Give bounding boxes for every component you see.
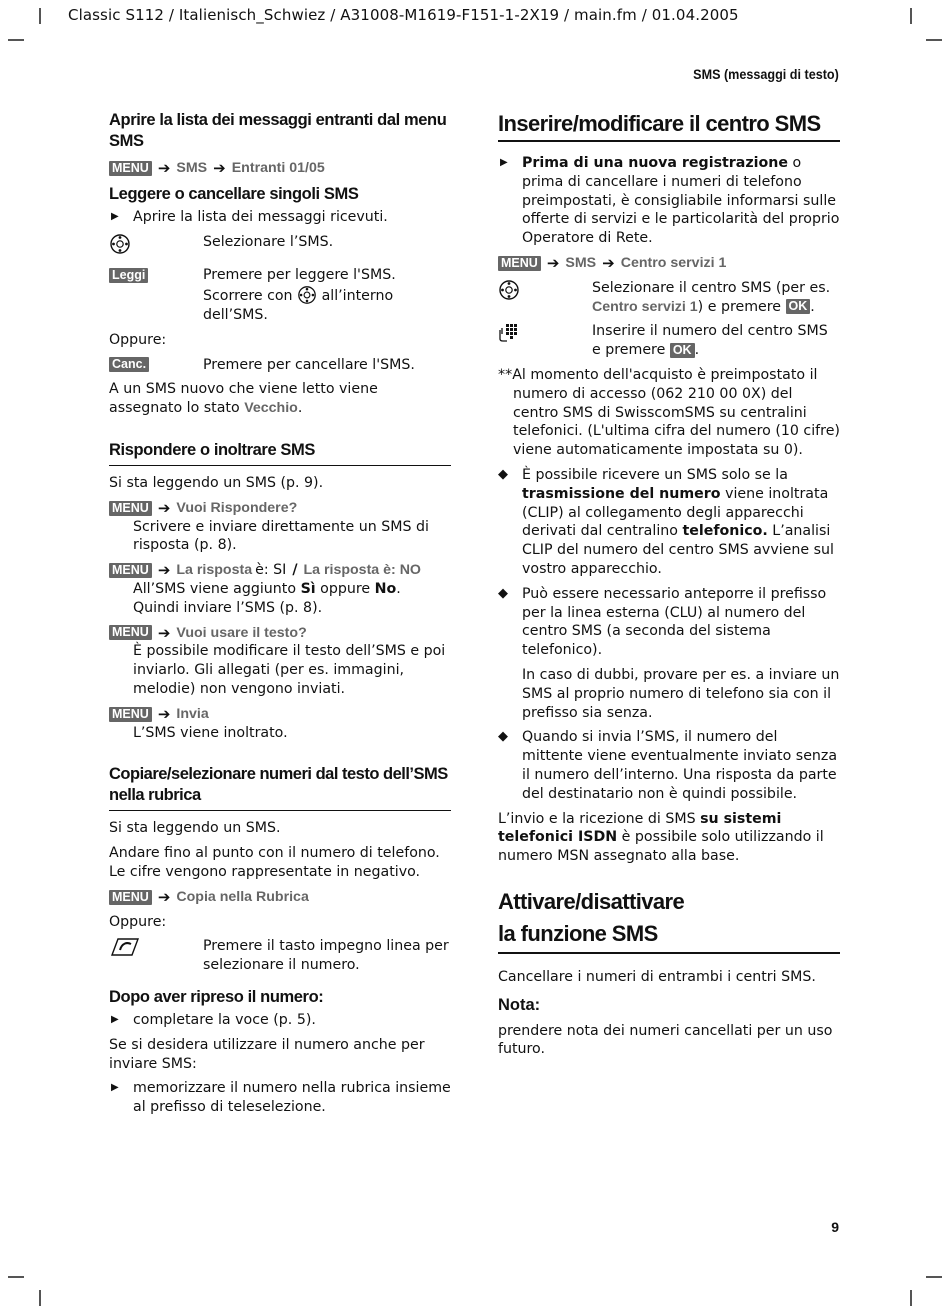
select-center-text: Selezionare il centro SMS (per es. Centro servizi 1) e premere OK . [592,279,831,315]
section-title: SMS (messaggi di testo) [693,66,839,82]
ok-key: OK [786,299,811,314]
menu-path-use-text: MENU ➔ Vuoi usare il testo? [109,624,451,643]
arrow-icon: ➔ [602,253,615,272]
left-column [109,110,451,1117]
leggi-text: Premere per leggere l'SMS. [203,267,396,284]
crop-mark [8,1276,24,1278]
bullet-open-list: ▶ Aprire la lista dei messaggi ricevuti. [109,208,451,227]
file-header: Classic S112 / Italienisch_Schwiez / A31008-M1619-F151-1-2X19 / main.fm / 01.04.2005 [68,6,739,24]
step-select-sms [109,233,451,261]
nav-key-icon [109,233,203,261]
copy-reading: Si sta leggendo un SMS. [109,820,281,837]
diamond-item-clip: ◆ È possibile ricevere un SMS solo se la trasmissione del numero viene inoltrata (CLIP) al collegamento degli apparecchi derivati dal centralino telefonico. L’analisi CLIP del numero del centro SMS avviene sul vostro apparecchio. [498,466,834,577]
reply-text: Scrivere e inviare direttamente un SMS di risposta (p. 8). [133,518,429,554]
ok-key: OK [670,343,695,358]
menu-path-reply: MENU ➔ Vuoi Rispondere? [109,499,451,518]
arrow-icon: ➔ [213,159,226,177]
menu-path-open [109,159,451,178]
oppure-label: Oppure: [109,331,167,348]
preset-note: **Al momento dell'acquisto è preimpostato il numero di accesso (062 210 00 0X) del centro SMS di SwisscomSMS su centralini telefonici. (L'ultima cifra del numero (10 cifre) viene automaticamente impostata su 0). [498,366,840,459]
heading-toggle-sms: Attivare/disattivare la funzione SMS [498,886,840,954]
heading-open-list: Aprire la lista dei messaggi entranti dal menu SMS [109,111,447,150]
heading-reply-forward: Rispondere o inoltrare SMS [109,440,451,466]
step-read: Leggi Premere per leggere l'SMS. Scorrere con all’interno dell’SMS. [109,266,451,324]
leggi-key: Leggi [109,268,148,283]
menu-path-center: MENU ➔ SMS ➔ Centro servizi 1 [498,254,840,273]
enter-number-text: Inserire il numero del centro SMS e premere OK . [592,323,828,359]
arrow-icon: ➔ [157,704,171,723]
heading-read-delete: Leggere o cancellare singoli SMS [109,184,359,203]
diamond-item-prefix: ◆ Può essere necessario anteporre il prefisso per la linea esterna (CLU) al numero del centro SMS (a seconda del sistema telefonico). [498,585,827,659]
menu-item-reply: Vuoi Rispondere? [176,499,298,516]
keypad-icon [498,322,592,360]
use-text: È possibile modificare il testo dell’SMS e poi inviarlo. Gli allegati (per es. immagini, melodie) non vengono inviati. [133,643,446,697]
menu-path-copy: MENU ➔ Copia nella Rubrica [109,888,451,907]
crop-mark [926,39,942,41]
bullet-before: ▶ Prima di una nuova registrazione o prima di cancellare i numeri di telefono preimpostati, è consigliabile informarsi sulle offerte di servizi e le particolarità del proprio Operatore di Rete. [498,154,840,248]
select-sms-text: Selezionare l’SMS. [203,233,334,250]
heading-sms-center: Inserire/modificare il centro SMS [498,110,840,142]
step-enter-number [498,322,840,360]
heading-copy-numbers: Copiare/selezionare numeri dal testo dell’SMS nella rubrica [109,764,451,811]
arrow-icon: ➔ [157,887,171,906]
menu-item-sms: SMS [176,160,208,176]
arrow-icon: ➔ [157,561,171,580]
step-select-center [498,279,840,317]
menu-path-answer: MENU ➔ La risposta è: SI / La risposta è: NO [109,561,451,580]
copy-go: Andare fino al punto con il numero di telefono. Le cifre vengono rappresentate in negativo. [109,845,440,880]
arrow-icon: ➔ [157,623,171,642]
oppure-label: Oppure: [109,913,167,930]
menu-item-inbox: Entranti 01/05 [231,160,325,176]
delete-both: Cancellare i numeri di entrambi i centri SMS. [498,968,816,985]
diamond-item-sender: ◆ Quando si invia l’SMS, il numero del mittente viene eventualmente inviato senza il numero dell’interno. Una risposta da parte del destinatario non è quindi possibile. [498,729,838,802]
bullet-complete: ▶ completare la voce (p. 5). [109,1011,451,1030]
forward-text: L’SMS viene inoltrato. [133,724,288,741]
nav-key-icon [498,279,592,317]
crop-mark [39,1290,41,1306]
step-delete [109,356,451,375]
step-talk-key [109,937,451,975]
status-note: A un SMS nuovo che viene letto viene assegnato lo stato Vecchio. [109,381,378,417]
canc-key: Canc. [109,357,149,372]
reading-note: Si sta leggendo un SMS (p. 9). [109,474,324,491]
canc-text: Premere per cancellare l'SMS. [203,356,415,373]
heading-after-number: Dopo aver ripreso il numero: [109,987,324,1006]
crop-mark [910,1290,912,1306]
crop-mark [8,39,24,41]
arrow-icon: ➔ [157,159,171,177]
also-send: Se si desidera utilizzare il numero anche per inviare SMS: [109,1036,425,1072]
menu-key: MENU [109,161,152,176]
nota-heading: Nota: [498,995,541,1014]
crop-mark [926,1276,942,1278]
arrow-icon: ➔ [157,498,171,517]
talk-key-text: Premere il tasto impegno linea per selezionare il numero. [203,938,449,974]
menu-path-forward: MENU ➔ Invia [109,705,451,724]
crop-mark [39,8,41,24]
nota-text: prendere nota dei numeri cancellati per un uso futuro. [498,1022,833,1058]
answer-text: All’SMS viene aggiunto Sì oppure No. Quindi inviare l’SMS (p. 8). [133,580,401,616]
prefix-tip: In caso di dubbi, provare per es. a inviare un SMS al proprio numero di telefono sia con il prefisso sia senza. [522,666,840,721]
arrow-icon: ➔ [546,253,560,272]
right-column [498,110,840,1059]
isdn-note: L’invio e la ricezione di SMS su sistemi telefonici ISDN è possibile solo utilizzando il numero MSN assegnato alla base. [498,810,824,865]
page-number: 9 [831,1219,839,1235]
bullet-store: ▶ memorizzare il numero nella rubrica insieme al prefisso di teleselezione. [109,1079,451,1117]
nav-key-icon [297,288,317,304]
talk-key-icon [109,937,203,975]
crop-mark [910,8,912,24]
